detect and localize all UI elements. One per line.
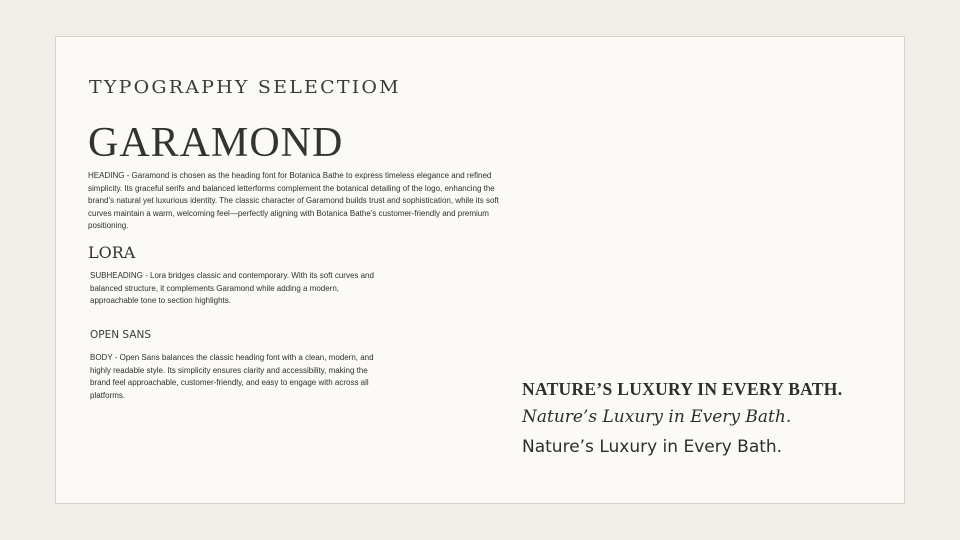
subheading-font-description: SUBHEADING - Lora bridges classic and contemporary. With its soft curves and balanced structure, it complements Garamond while adding a modern, approachable tone to section highlights. xyxy=(90,271,374,305)
heading-font-description: HEADING - Garamond is chosen as the heading font for Botanica Bathe to express timeless elegance and refined simplicity. Its graceful serifs and balanced letterforms complement the botanical detailing of the logo, enhancing the brand’s natural yet luxurious identity. The classic character of Garamond builds trust and sophistication, while its soft curves maintain a warm, welcoming feel—perfectly aligning with Botanica Bathe’s customer-friendly and premium positioning. xyxy=(88,171,499,230)
sample-body-text: Nature’s Luxury in Every Bath. xyxy=(522,437,783,457)
body-font-name: OPEN SANS xyxy=(90,329,151,341)
subheading-font-name: LORA xyxy=(88,243,136,262)
section-title: TYPOGRAPHY SELECTIOM xyxy=(89,77,401,98)
sample-heading-text: NATURE’S LUXURY IN EVERY BATH. xyxy=(522,379,843,399)
sample-subheading-text: Nature’s Luxury in Every Bath. xyxy=(522,407,792,427)
typography-slide xyxy=(55,36,905,504)
heading-font-name: GARAMOND xyxy=(88,120,344,166)
body-font-description: BODY - Open Sans balances the classic heading font with a clean, modern, and highly readable style. Its simplicity ensures clarity and accessibility, making the brand feel approachable, customer-friendly, and easy to engage with across all platforms. xyxy=(90,353,374,400)
